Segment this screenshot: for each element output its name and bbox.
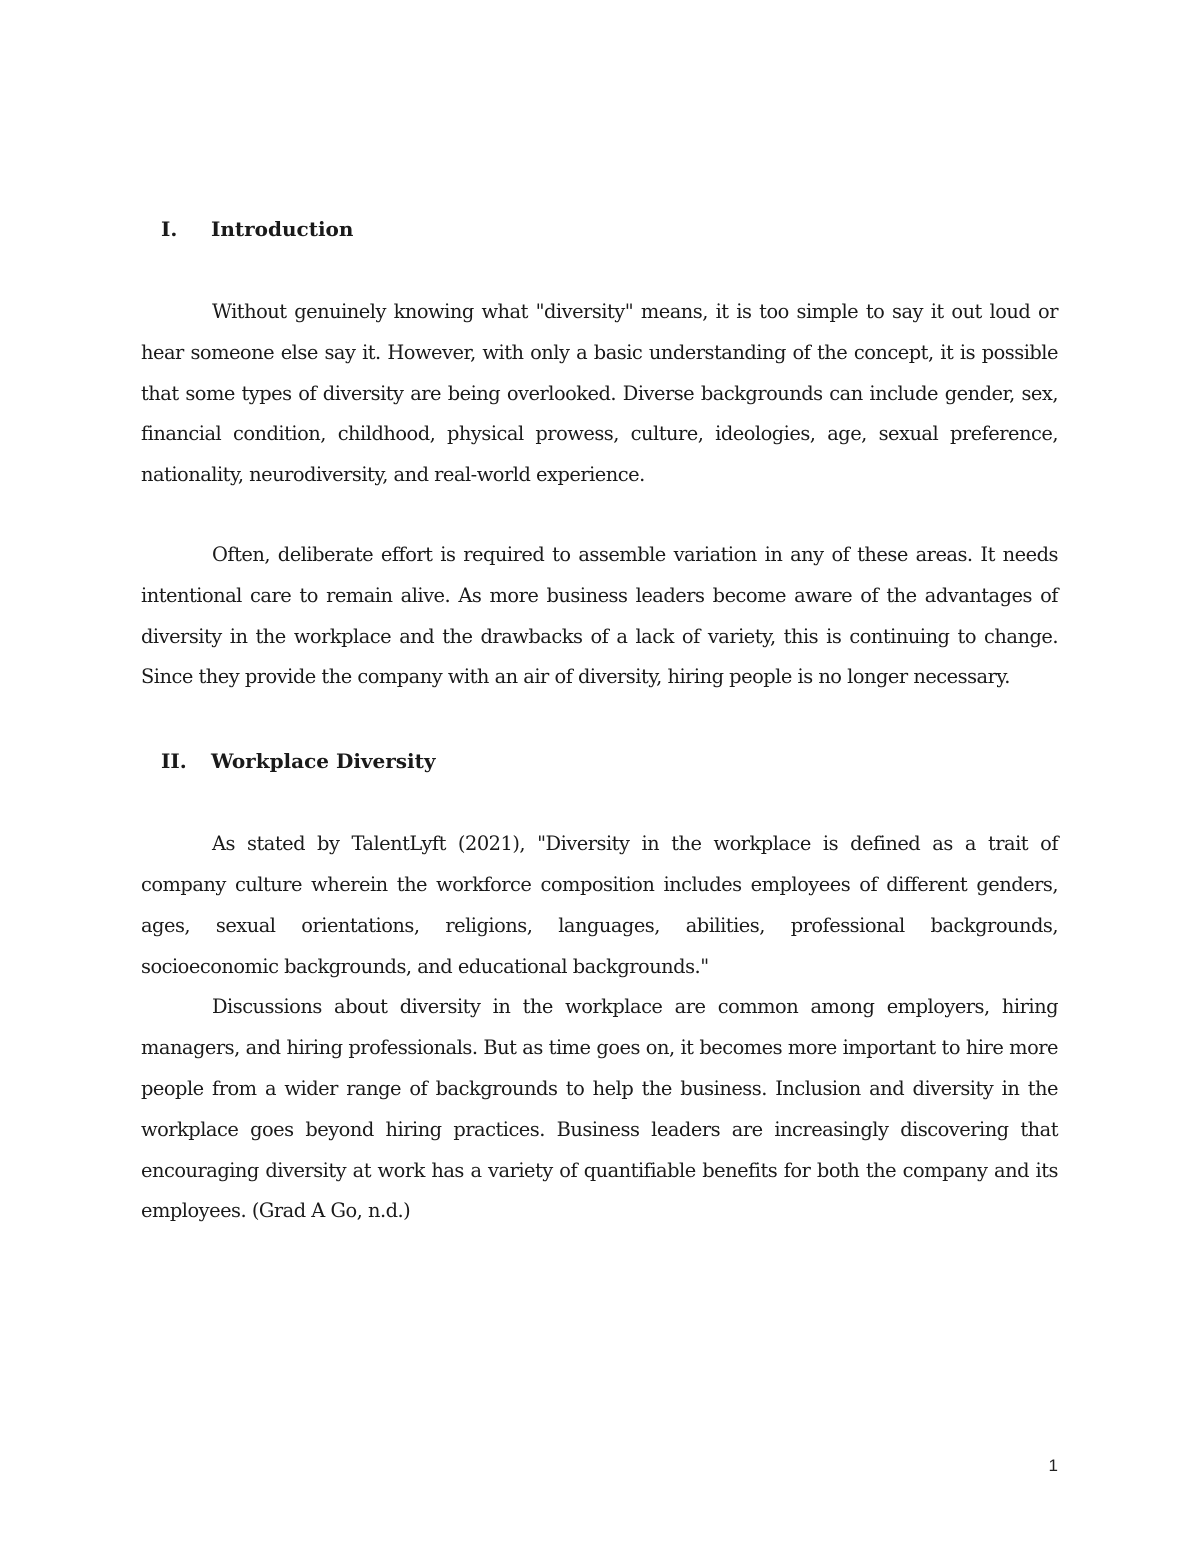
section-title: Workplace Diversity	[211, 749, 436, 774]
section-number: II.	[161, 749, 187, 774]
section-title: Introduction	[211, 217, 354, 241]
page-number: 1	[1048, 1456, 1058, 1475]
paragraph: Often, deliberate effort is required to assemble variation in any of these areas. It needs intentional care to remain alive. As more business leaders become aware of the advantages of diversity in the workplace and the drawbacks of a lack of variety, this is continuing to change. Since they provide the company with an air of diversity, hiring people is no longer necessary.	[141, 542, 1058, 689]
paragraph: As stated by TalentLyft (2021), "Diversity in the workplace is defined as a trait of company culture wherein the workforce composition includes employees of different genders, ages, sexual orientations, religions, languages, abilities, professional backgrounds, socioeconomic backgrounds, and educational backgrounds."	[141, 832, 1058, 978]
section-heading-workplace-diversity	[141, 746, 1058, 776]
section-heading-introduction	[141, 214, 1058, 244]
paragraph: Discussions about diversity in the workplace are common among employers, hiring managers, and hiring professionals. But as time goes on, it becomes more important to hire more people from a wider range of backgrounds to help the business. Inclusion and diversity in the workplace goes beyond hiring practices. Business leaders are increasingly discovering that encouraging diversity at work has a variety of quantifiable benefits for both the company and its employees. (Grad A Go, n.d.)	[141, 995, 1058, 1223]
paragraph: Without genuinely knowing what "diversity" means, it is too simple to say it out loud or hear someone else say it. However, with only a basic understanding of the concept, it is possible that some types of diversity are being overlooked. Diverse backgrounds can include gender, sex, financial condition, childhood, physical prowess, culture, ideologies, age, sexual preference, nationality, neurodiversity, and real-world experience.	[141, 300, 1058, 487]
document-body	[141, 214, 1058, 1232]
section-number: I.	[161, 217, 178, 241]
